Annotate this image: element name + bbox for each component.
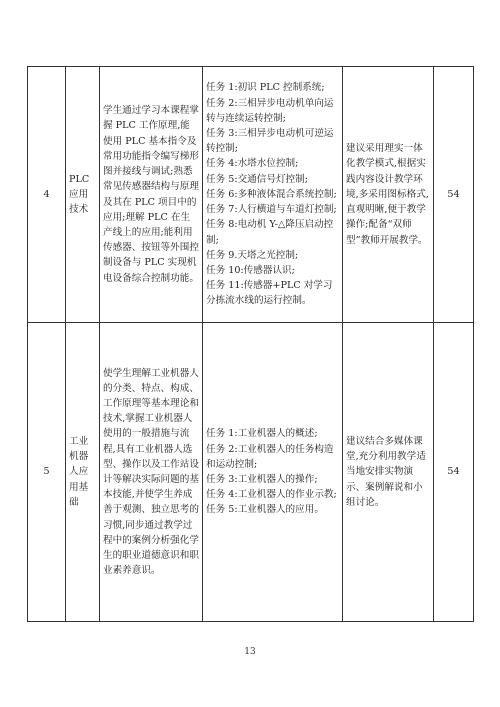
task-item: 任务 5:工业机器人的应用。 — [206, 504, 324, 516]
teaching-suggestion: 建议结合多媒体课堂,充分利用教学适当地安排实物演示、案例解说和小组讨论。 — [343, 323, 434, 622]
task-item: 任务 8:电动机 Y-△降压启动控制; — [206, 219, 334, 246]
task-item: 任务 11:传感器+PLC 对学习分拣流水线的运行控制。 — [206, 280, 333, 307]
task-item: 任务 3:三相异步电动机可逆运转控制; — [206, 128, 334, 155]
task-item: 任务 2:三相异步电动机单向运转与连续运转控制; — [206, 97, 334, 124]
task-item: 任务 9.天塔之光控制; — [206, 249, 299, 261]
teaching-suggestion: 建议采用理实一体化教学模式,根据实践内容设计教学环境,多采用图标格式,直观明晰,便于教学操作;配备“双师型”教师开展教学。 — [343, 67, 434, 323]
table-row — [28, 323, 474, 622]
task-item: 任务 1:初识 PLC 控制系统; — [206, 82, 325, 94]
curriculum-table — [27, 66, 474, 622]
row-number: 4 — [28, 67, 66, 323]
course-name: PLC 应用技术 — [66, 67, 100, 323]
task-list — [203, 323, 343, 622]
row-number: 5 — [28, 323, 66, 622]
course-name: 工业机器人应用基础 — [66, 323, 100, 622]
class-hours: 54 — [434, 67, 474, 323]
page-number: 13 — [244, 647, 256, 657]
task-item: 任务 4:工业机器人的作业示教; — [206, 489, 337, 501]
course-objective: 学生通过学习本课程掌握 PLC 工作原理,能使用 PLC 基本指令及常用功能指令编写梯形图并接线与调试;熟悉常见传感器结构与原理及其在 PLC 项目中的应用;理解 PLC 在生产线上的应用;能利用传感器、按钮等外围控制设备与 PLC 实现机电设备综合控制功能。 — [100, 67, 203, 323]
task-list — [203, 67, 343, 323]
task-item: 任务 3:工业机器人的操作; — [206, 474, 318, 485]
task-item: 任务 1:工业机器人的概述; — [206, 428, 318, 440]
task-item: 任务 6:多种液体混合系统控制; — [206, 188, 337, 200]
task-item: 任务 10:传感器认识; — [206, 264, 295, 276]
class-hours: 54 — [434, 323, 474, 622]
task-item: 任务 7:人行横道与车道灯控制; — [206, 204, 337, 216]
table-row — [28, 67, 474, 323]
task-item: 任务 4:水塔水位控制; — [206, 158, 299, 170]
task-item: 任务 5:交通信号灯控制; — [206, 173, 308, 185]
task-item: 任务 2:工业机器人的任务构造和运动控制; — [206, 443, 334, 470]
course-objective: 使学生理解工业机器人的分类、特点、构成、工作原理等基本理论和技术,掌握工业机器人使用的一般措施与流程,具有工业机器人选型、操作以及工作站设计等解决实际问题的基本技能,并使学生养成善于观测、独立思考的习惯,同步通过教学过程中的案例分析强化学生的职业道德意识和职业素养意识。 — [100, 323, 203, 622]
